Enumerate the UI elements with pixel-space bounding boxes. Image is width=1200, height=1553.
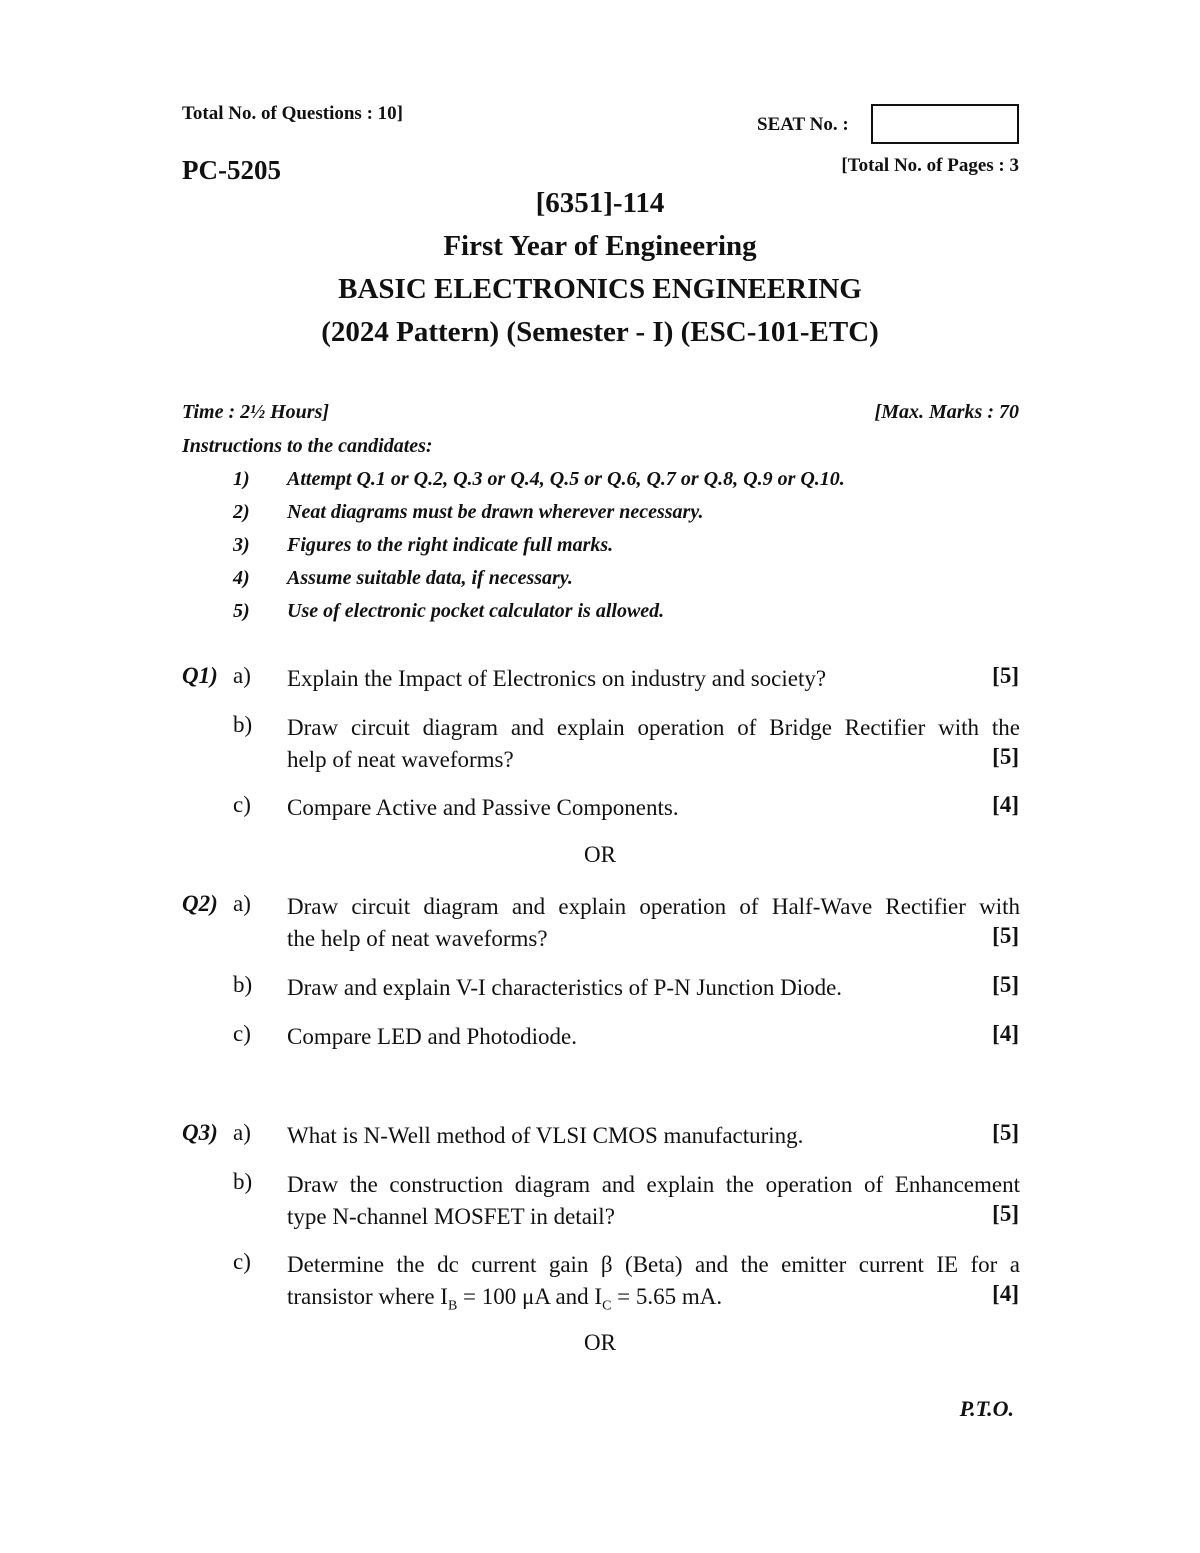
question-text-continued: the help of neat waveforms? [287, 926, 548, 951]
question-number: Q2) [182, 891, 218, 916]
question-marks: [5] [992, 663, 1019, 688]
instruction-text: Figures to the right indicate full marks. [287, 534, 614, 556]
question-text: Draw and explain V-I characteristics of P-N Junction Diode. [287, 975, 843, 1000]
total-pages: [Total No. of Pages : 3 [841, 155, 1019, 176]
question-text: Compare Active and Passive Components. [287, 795, 679, 820]
question-text-continued: type N-channel MOSFET in detail? [287, 1204, 615, 1229]
paper-code: PC-5205 [182, 155, 281, 185]
pattern-title: (2024 Pattern) (Semester - I) (ESC-101-ETC) [321, 316, 879, 348]
question-marks: [5] [992, 923, 1019, 948]
subquestion-label: b) [233, 1169, 253, 1194]
subquestion-label: b) [233, 712, 253, 737]
exam-code: [6351]-114 [535, 187, 665, 219]
subquestion-label: c) [233, 1021, 251, 1046]
instruction-text: Neat diagrams must be drawn wherever necessary. [287, 501, 704, 523]
subquestion-label: a) [233, 891, 251, 916]
question-marks: [5] [992, 1201, 1019, 1226]
question-marks: [5] [992, 972, 1019, 997]
instruction-number: 5) [233, 600, 250, 622]
question-text: What is N-Well method of VLSI CMOS manufacturing. [287, 1123, 804, 1148]
question-text: Determine the dc current gain β (Beta) and the emitter current IE for a [287, 1252, 1020, 1277]
instruction-number: 1) [233, 468, 250, 490]
seat-label: SEAT No. : [757, 114, 849, 135]
subquestion-label: c) [233, 1249, 251, 1274]
question-text-continued [287, 1281, 1020, 1323]
question-text: Draw circuit diagram and explain operation of Half-Wave Rectifier with [287, 894, 1020, 919]
question-number: Q3) [182, 1120, 218, 1145]
subquestion-label: b) [233, 972, 253, 997]
subject-title: BASIC ELECTRONICS ENGINEERING [338, 273, 862, 305]
question-marks: [5] [992, 744, 1019, 769]
formula-text: transistor where I [287, 1284, 448, 1309]
instruction-text: Attempt Q.1 or Q.2, Q.3 or Q.4, Q.5 or Q.6, Q.7 or Q.8, Q.9 or Q.10. [287, 468, 845, 490]
question-text: Draw circuit diagram and explain operation of Bridge Rectifier with the [287, 715, 1020, 740]
max-marks: [Max. Marks : 70 [874, 401, 1019, 423]
year-title: First Year of Engineering [443, 230, 757, 262]
total-questions: Total No. of Questions : 10] [182, 103, 403, 124]
subquestion-label: c) [233, 792, 251, 817]
instruction-number: 3) [233, 534, 250, 556]
instruction-text: Assume suitable data, if necessary. [287, 567, 573, 589]
instruction-number: 2) [233, 501, 250, 523]
time-duration: Time : 2½ Hours] [182, 401, 330, 423]
question-marks: [4] [992, 792, 1019, 817]
or-separator: OR [584, 842, 616, 867]
question-text-continued: help of neat waveforms? [287, 747, 514, 772]
question-marks: [5] [992, 1120, 1019, 1145]
question-number: Q1) [182, 663, 218, 688]
question-marks: [4] [992, 1281, 1019, 1306]
subquestion-label: a) [233, 1120, 251, 1145]
seat-number-box [871, 104, 1019, 144]
question-text: Compare LED and Photodiode. [287, 1024, 578, 1049]
question-text: Draw the construction diagram and explain the operation of Enhancement [287, 1172, 1020, 1197]
instruction-number: 4) [233, 567, 250, 589]
subscript-b: B [447, 1298, 458, 1314]
formula-text: = 100 μA and I [457, 1284, 603, 1309]
instruction-text: Use of electronic pocket calculator is allowed. [287, 600, 665, 622]
subquestion-label: a) [233, 663, 251, 688]
page-turn-over: P.T.O. [959, 1396, 1014, 1421]
instructions-heading: Instructions to the candidates: [182, 435, 433, 457]
question-marks: [4] [992, 1021, 1019, 1046]
or-separator: OR [584, 1330, 616, 1355]
question-text: Explain the Impact of Electronics on industry and society? [287, 666, 827, 691]
subscript-c: C [602, 1298, 612, 1314]
formula-text: = 5.65 mA. [611, 1284, 723, 1309]
